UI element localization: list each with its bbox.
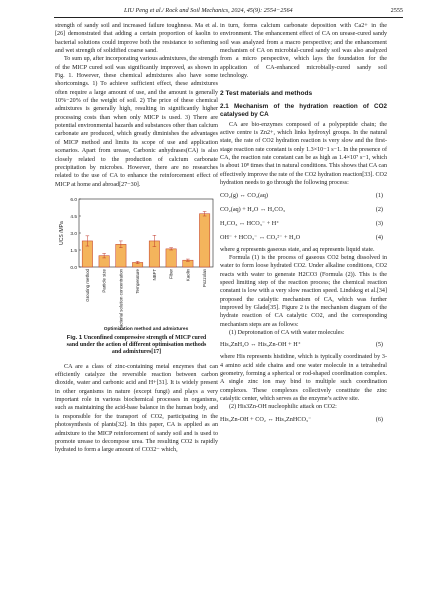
paragraph: CA are bio-enzymes composed of a polypeptide chain; the active centre is Zn2+, which links hydroxyl groups. In the natural state, the rate of CO2 hydration reaction is very slow and the first-stage reaction rate constant is only 1.3×10−1 s−1. In the presence of CA, the reaction rate constant can be as high as 1.4×10⁷ s−1, which is about 10⁸ times that in natural conditions. This shows that CA can effectively improve the rate of the CO2 hydration reaction[33]. CO2 hydration needs to go through the following process: bbox=[220, 121, 387, 187]
equation-number: (6) bbox=[375, 415, 383, 423]
equation-expression: His₃ZnH₂O ↔ His₃Zn-OH + H⁺ bbox=[220, 341, 301, 349]
paragraph: (2) His3Zn-OH nucleophilic attack on CO2: bbox=[229, 404, 337, 411]
y-tick-label: 3.0 bbox=[70, 231, 77, 237]
category-label: Fiber bbox=[168, 268, 174, 279]
paragraph: CA are a class of zinc-containing metal enzymes that can efficiently catalyze the reversible reaction between carbon dioxide, water and carbonic acid and H+[31]. It is widely present in other organisms in nature (except fungi) and plays a very important role in various biochemical processes in organisms, such as maintaining the acid-base balance in the human body, and is responsible for the transport of CO2, participating in the photosynthesis of plants[32]. In this paper, CA is applied as an admixture to the MICP reinforcement of sandy soil and is used to promote urease to decompose urea. The resulting CO2 is rapidly hydrated to form a large amount of CO32− which, bbox=[55, 363, 218, 454]
x-axis-label: Optimization method and admixtures bbox=[103, 326, 189, 332]
y-tick-label: 0.0 bbox=[70, 265, 77, 271]
paragraph: in turn, forms calcium carbonate deposition with Ca2+ in the environment. The enhancement effect of CA on urease-cured sandy soil was analyzed from a macro perspective; and the enhancement mechanism of CA on microbial-cured sandy soil was also analyzed from a micro perspective, which lays the foundation for the application of CA-enhanced microbially-cured sandy soil technology. bbox=[220, 23, 387, 80]
paragraph: Formula (1) is the process of gaseous CO2 being dissolved in water to form loose hydrated CO2. Under alkaline conditions, CO2 reacts with water to generate H2CO3 (Formula (2)). This is the speed limiting step of the reaction process; the chemical reaction constant is low with a very slow reaction speed. Lindskog et al.[34] proposed the catalytic mechanism of CA, which was further improved by Glade[35]. Figure 2 is the mechanism diagram of the hydrate reaction of CA catalytic CO2, and the corresponding mechanism steps are as follows: bbox=[220, 254, 387, 328]
y-tick-label: 1.5 bbox=[70, 248, 77, 254]
figure-1-chart bbox=[55, 193, 218, 333]
equation-expression: His₃Zn-OH + CO₂ ↔ His₃ZnHCO₃⁻ bbox=[220, 415, 312, 423]
y-tick-label: 6.0 bbox=[70, 197, 77, 203]
category-label: Bacterial solution concentration bbox=[118, 268, 124, 330]
equation-number: (2) bbox=[375, 205, 383, 213]
equation bbox=[220, 204, 387, 216]
y-axis-label: UCS /MPa bbox=[59, 221, 65, 245]
equation bbox=[220, 232, 387, 244]
bar bbox=[166, 249, 176, 267]
equation-expression: H₂CO₃ ↔ HCO₃⁻ + H⁺ bbox=[220, 219, 280, 227]
header-rule bbox=[54, 17, 403, 18]
figure-caption-text: Unconfined compressive strength of MICP cured sand under the action of different optimisation methods and admixtures[17] bbox=[66, 334, 207, 356]
category-label: Particle size bbox=[101, 268, 107, 293]
running-header bbox=[0, 7, 427, 17]
page-number: 2555 bbox=[390, 7, 403, 14]
right-column bbox=[220, 22, 387, 428]
bar bbox=[199, 214, 209, 267]
y-tick-label: 4.5 bbox=[70, 214, 77, 220]
left-column bbox=[55, 22, 218, 455]
paragraph: strength of sandy soil and increased failure toughness. Ma et al.[26] demonstrated that adding a certain proportion of kaolin to bacterial solutions could improve both the resistance to softening and wet strength of solidified coarse sand. bbox=[55, 23, 218, 55]
equation bbox=[220, 414, 387, 426]
equation-number: (3) bbox=[375, 219, 383, 227]
figure-caption bbox=[55, 333, 218, 357]
section-title: 2 Test materials and methods bbox=[220, 90, 313, 98]
paragraph: where g represents gaseous state, and aq represents liquid state. bbox=[220, 246, 375, 253]
category-label: NBFT bbox=[151, 268, 157, 281]
category-label: Kaolin bbox=[185, 268, 191, 282]
paragraph: where His represents histidine, which is typically coordinated by 3-4 amino acid side chains and one water molecule in a tetrahedral geometry, forming a spherical or rod-shaped coordination complex. A single zinc ion may bind to multiple such coordination complexes. These complexes collectively constitute the zinc catalytic center, which serves as the enzyme’s active site. bbox=[220, 354, 387, 402]
paragraph: To sum up, after incorporating various admixtures, the strength of the MICP cured soil was significantly improved, as shown in Fig. 1. However, these chemical admixtures also have some shortcomings. 1) To achieve sufficient effect, these admixtures often require a large amount of use, and the amount is generally 10%−20% of the weight of soil. 2) The price of these chemical admixtures is generally high, resulting in significantly higher processing costs than when only MICP is used. 3) There are potential environmental hazards and substances other than calcium carbonate are produced, which greatly diminishes the advantages of MICP method and limits its scope of use and application scenarios. Apart from urease, Carbonic anhydrases(CA) is also closely related to the production of calcium carbonate precipitation by microbes. However, there are no researches related to the use of CA to enhance the reinforcement effect of MICP at home and abroad[27−30]. bbox=[55, 56, 218, 188]
equation bbox=[220, 218, 387, 230]
equation bbox=[220, 190, 387, 202]
equation-number: (5) bbox=[375, 341, 383, 349]
equation-expression: CO₂(g) ↔ CO₂(aq) bbox=[220, 191, 268, 199]
paragraph: (1) Deprotonation of CA with water molecules: bbox=[229, 329, 345, 336]
subsection-title: 2.1 Mechanism of the hydration reaction of CO2 catalysed by CA bbox=[220, 102, 387, 118]
equation-expression: CO₂(aq) + H₂O ↔ H₂CO₃ bbox=[220, 205, 286, 213]
figure-label: Fig. 1 bbox=[66, 334, 83, 341]
equation bbox=[220, 339, 387, 351]
category-label: Grouting method bbox=[84, 268, 90, 302]
category-label: Pozzolan bbox=[202, 268, 208, 287]
equation-number: (1) bbox=[375, 191, 383, 199]
bar-chart-svg bbox=[55, 193, 218, 333]
equation-expression: OH⁻ + HCO₃⁻ ↔ CO₃²⁻ + H₂O bbox=[220, 233, 301, 241]
journal-citation: LIU Peng et al./ Rock and Soil Mechanics, 2024, 45(9): 2554−2564 bbox=[124, 7, 293, 14]
equation-number: (4) bbox=[375, 233, 383, 241]
category-label: Temperature bbox=[135, 268, 141, 294]
